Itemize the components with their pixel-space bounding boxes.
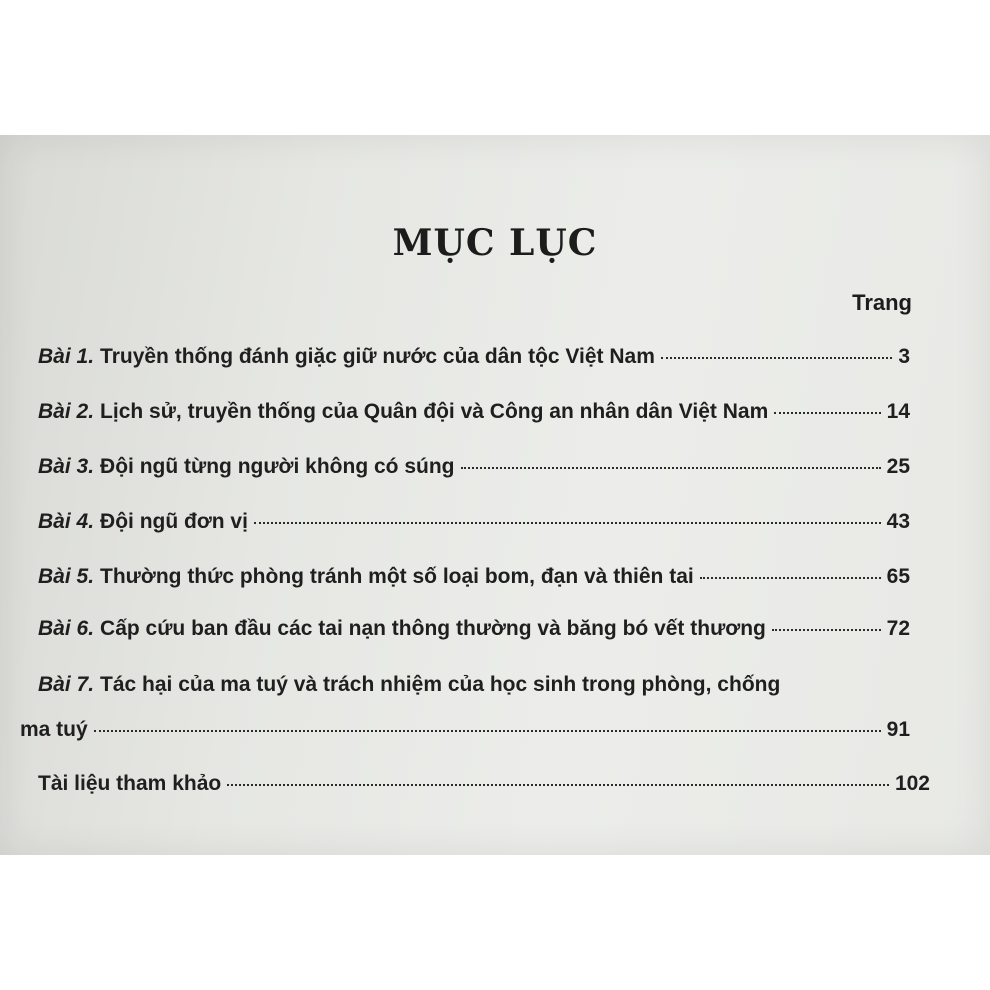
toc-entry-references <box>38 772 930 796</box>
toc-entry <box>38 617 910 641</box>
dot-leader <box>700 577 881 579</box>
lesson-number: Bài 7. <box>38 673 95 696</box>
lesson-title: Thường thức phòng tránh một số loại bom, đạn và thiên tai <box>100 565 694 588</box>
page-number: 65 <box>886 565 910 588</box>
lesson-number: Bài 6. <box>38 617 95 640</box>
toc-entry <box>38 565 910 589</box>
lesson-title: Tác hại của ma tuý và trách nhiệm của học sinh trong phòng, chống <box>100 673 781 696</box>
dot-leader <box>772 629 881 631</box>
toc-entry <box>38 400 910 424</box>
lesson-title-continued: ma tuý <box>20 718 88 741</box>
lesson-number: Bài 4. <box>38 510 95 533</box>
page-column-label: Trang <box>852 290 912 315</box>
dot-leader <box>774 412 880 414</box>
lesson-title: Đội ngũ từng người không có súng <box>100 455 455 478</box>
dot-leader <box>661 357 892 359</box>
page-number: 72 <box>886 617 910 640</box>
page-number: 3 <box>898 345 910 368</box>
references-title: Tài liệu tham khảo <box>38 772 222 795</box>
lesson-number: Bài 1. <box>38 345 95 368</box>
toc-entry <box>38 510 910 534</box>
toc-title: MỤC LỤC <box>392 222 598 264</box>
page-number: 91 <box>886 718 910 741</box>
page-number: 14 <box>886 400 910 423</box>
book-page <box>0 135 990 855</box>
lesson-title: Truyền thống đánh giặc giữ nước của dân tộc Việt Nam <box>100 345 655 368</box>
dot-leader <box>227 784 889 786</box>
page-number: 102 <box>894 772 930 795</box>
lesson-number: Bài 5. <box>38 565 95 588</box>
lesson-number: Bài 3. <box>38 455 95 478</box>
toc-entry-first-line <box>38 673 780 697</box>
dot-leader <box>254 522 881 524</box>
page-number: 25 <box>886 455 910 478</box>
dot-leader <box>94 730 881 732</box>
toc-entry-continuation <box>20 718 910 742</box>
lesson-title: Đội ngũ đơn vị <box>100 510 248 533</box>
page-number: 43 <box>886 510 910 533</box>
dot-leader <box>461 467 881 469</box>
toc-entry <box>38 345 910 369</box>
lesson-title: Lịch sử, truyền thống của Quân đội và Công an nhân dân Việt Nam <box>100 400 769 423</box>
lesson-title: Cấp cứu ban đầu các tai nạn thông thường và băng bó vết thương <box>100 617 766 640</box>
toc-entry <box>38 455 910 479</box>
lesson-number: Bài 2. <box>38 400 95 423</box>
